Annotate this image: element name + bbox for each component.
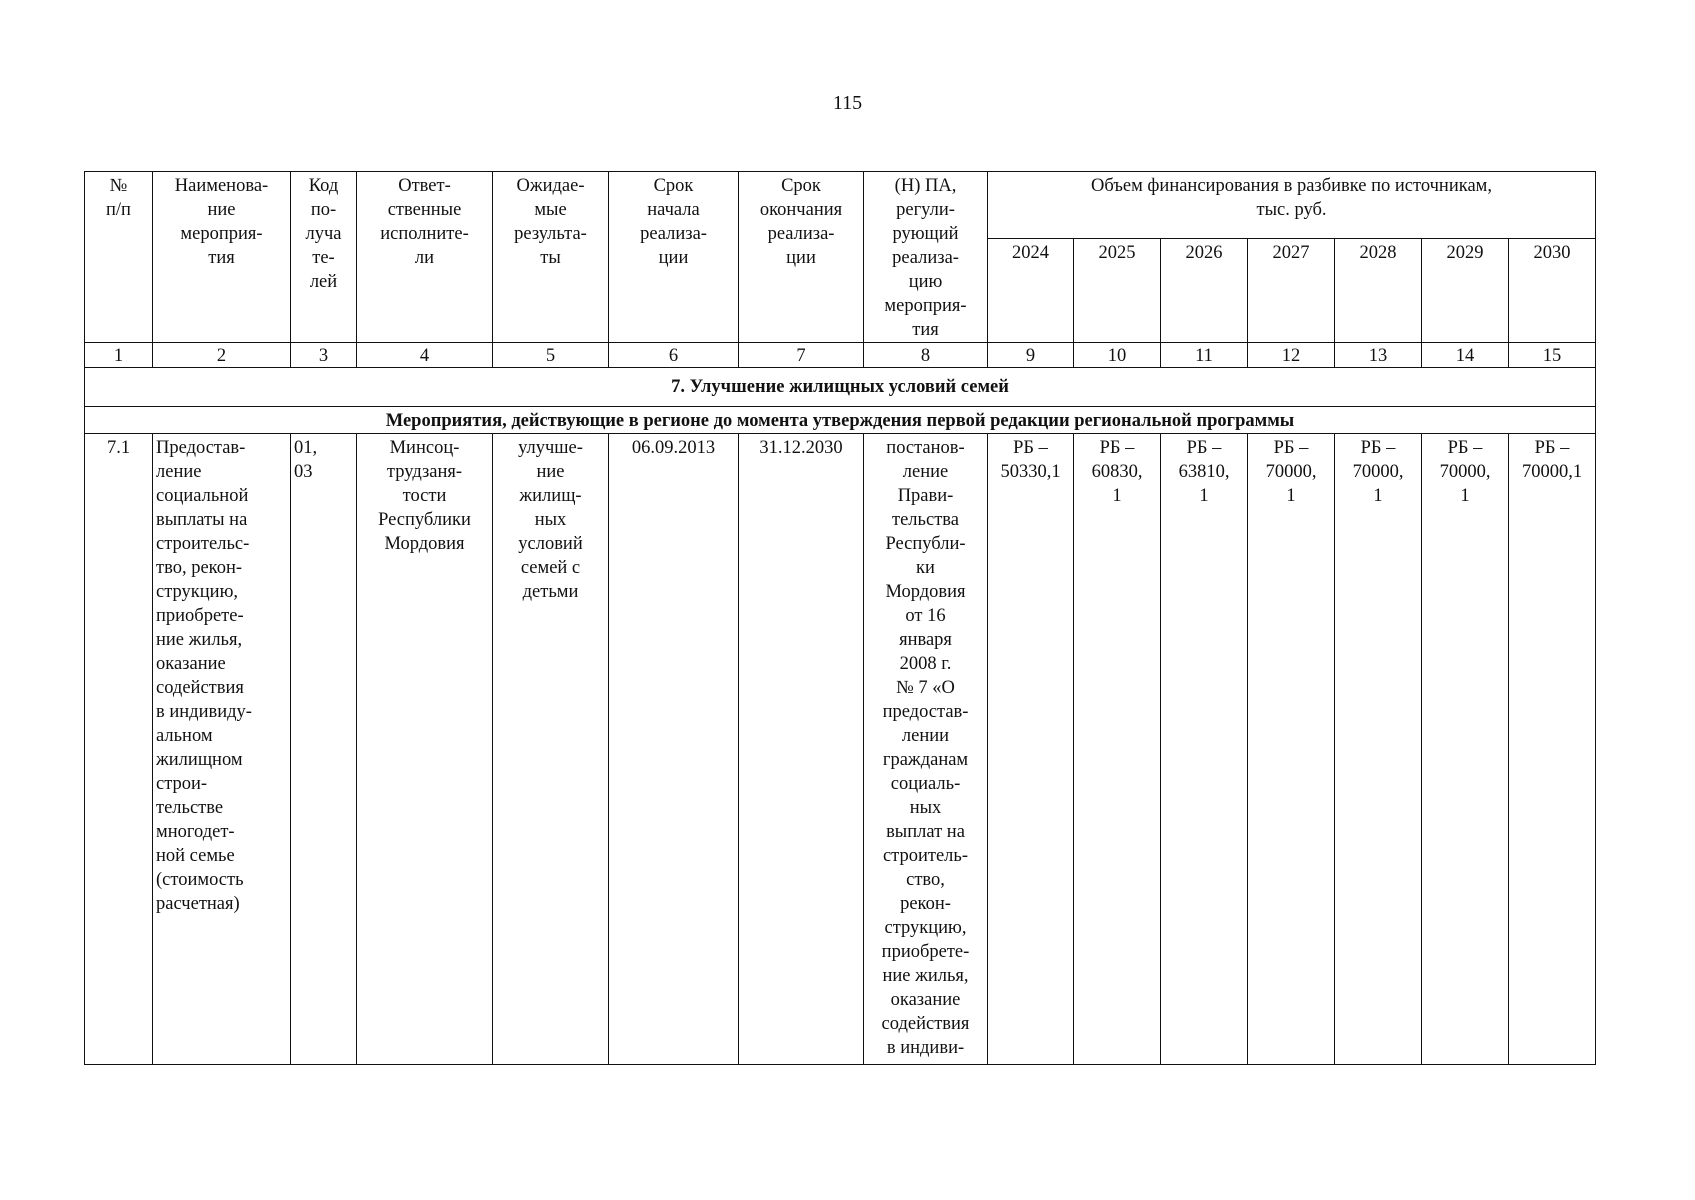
cell-line: Срок [781, 176, 821, 196]
cell-line: приобрете- [156, 606, 244, 626]
cell-line: выплаты на [156, 510, 248, 530]
header-year: 2026 [1161, 239, 1248, 343]
cell-line: РБ – [1186, 438, 1222, 458]
cell-line: тво, рекон- [156, 558, 243, 578]
subsection-row [85, 407, 1596, 434]
cell-line: рующий [892, 224, 959, 244]
cell-line: в индивиду- [156, 702, 252, 722]
cell-line: ной семье [156, 846, 235, 866]
end-date: 31.12.2030 [739, 434, 864, 1065]
funding-2024 [988, 434, 1074, 1065]
cell-line: Ответ- [398, 176, 451, 196]
cell-line: жилищ- [519, 486, 582, 506]
cell-line: по- [310, 200, 337, 220]
cell-line: Республи- [885, 534, 966, 554]
cell-line: РБ – [1360, 438, 1396, 458]
cell-line: п/п [106, 200, 131, 220]
cell-line: Прави- [897, 486, 954, 506]
funding-2028 [1335, 434, 1422, 1065]
cell-line: 01, [294, 438, 318, 458]
cell-line: РБ – [1013, 438, 1048, 458]
cell-line: исполните- [380, 224, 469, 244]
column-number: 12 [1248, 343, 1335, 368]
cell-line: предостав- [882, 702, 969, 722]
header-year: 2030 [1509, 239, 1596, 343]
cell-line: социаль- [890, 774, 961, 794]
cell-line: (Н) ПА, [894, 176, 957, 196]
cell-line: строитель- [882, 846, 969, 866]
header-year: 2027 [1248, 239, 1335, 343]
column-number: 3 [291, 343, 357, 368]
cell-line: струкцию, [156, 582, 239, 602]
cell-line: строительс- [156, 534, 250, 554]
header-start-date [609, 172, 739, 343]
cell-line: тельства [892, 510, 959, 530]
header-legal-act [864, 172, 988, 343]
cell-line: 70000, [1439, 462, 1491, 482]
column-number: 8 [864, 343, 988, 368]
column-number: 14 [1422, 343, 1509, 368]
header-year: 2024 [988, 239, 1074, 343]
cell-line: РБ – [1099, 438, 1135, 458]
section-row [85, 368, 1596, 407]
header-number [85, 172, 153, 343]
column-number: 10 [1074, 343, 1161, 368]
cell-line: тельстве [156, 798, 224, 818]
cell-line: № [109, 176, 128, 196]
header-activity-name [153, 172, 291, 343]
cell-line: ственные [387, 200, 462, 220]
cell-line: лей [309, 272, 338, 292]
cell-line: Мордовия [384, 534, 465, 554]
cell-line: 1 [1112, 486, 1122, 506]
column-numbers-row [85, 343, 1596, 368]
cell-line: в индиви- [886, 1038, 965, 1058]
cell-line: регули- [896, 200, 955, 220]
cell-line: ление [156, 462, 202, 482]
cell-line: РБ – [1447, 438, 1483, 458]
cell-line: 70000, [1352, 462, 1404, 482]
cell-line: окончания [759, 200, 843, 220]
cell-line: ние жилья, [882, 966, 969, 986]
cell-line: 1 [1199, 486, 1209, 506]
cell-line: 03 [294, 462, 313, 482]
cell-line: рекон- [900, 894, 951, 914]
cell-line: 60830, [1091, 462, 1143, 482]
cell-line: 70000, [1265, 462, 1317, 482]
cell-line: ство, [906, 870, 945, 890]
cell-line: РБ – [1534, 438, 1570, 458]
cell-line: Предостав- [156, 438, 246, 458]
cell-line: содействия [881, 1014, 970, 1034]
cell-line: строи- [156, 774, 208, 794]
cell-line: реализа- [892, 248, 959, 268]
column-number: 9 [988, 343, 1074, 368]
cell-line: Код [308, 176, 339, 196]
cell-line: тия [208, 248, 235, 268]
funding-2025 [1074, 434, 1161, 1065]
subsection-title: Мероприятия, действующие в регионе до момента утверждения первой редакции региональной программы [85, 407, 1596, 434]
cell-line: трудзаня- [386, 462, 463, 482]
header-recipient-code [291, 172, 357, 343]
cell-line: оказание [156, 654, 226, 674]
cell-line: цию [908, 272, 943, 292]
cell-line: гражданам [882, 750, 969, 770]
cell-line: лении [901, 726, 950, 746]
cell-line: РБ – [1273, 438, 1309, 458]
cell-line: реализа- [767, 224, 835, 244]
cell-line: ции [786, 248, 816, 268]
column-number: 1 [85, 343, 153, 368]
activity-name [153, 434, 291, 1065]
cell-line: альном [156, 726, 213, 746]
cell-line: ты [540, 248, 561, 268]
column-number: 13 [1335, 343, 1422, 368]
cell-line: Срок [653, 176, 694, 196]
cell-line: 1 [1460, 486, 1470, 506]
row-number: 7.1 [85, 434, 153, 1065]
column-number: 11 [1161, 343, 1248, 368]
header-executors [357, 172, 493, 343]
header-expected-results [493, 172, 609, 343]
funding-2027 [1248, 434, 1335, 1065]
cell-line: Ожидае- [516, 176, 585, 196]
cell-line: тости [402, 486, 447, 506]
page-number: 115 [832, 92, 863, 114]
cell-line: мероприя- [180, 224, 263, 244]
cell-line: многодет- [156, 822, 235, 842]
cell-line: тыс. руб. [1256, 200, 1327, 220]
header-year: 2028 [1335, 239, 1422, 343]
cell-line: ных [534, 510, 567, 530]
cell-line: условий [518, 534, 583, 554]
cell-line: 2008 г. [899, 654, 952, 674]
cell-line: постанов- [886, 438, 965, 458]
column-number: 15 [1509, 343, 1596, 368]
funding-2029 [1422, 434, 1509, 1065]
column-number: 2 [153, 343, 291, 368]
header-end-date [739, 172, 864, 343]
cell-line: 70000,1 [1521, 462, 1583, 482]
cell-line: детьми [522, 582, 579, 602]
column-number: 4 [357, 343, 493, 368]
cell-line: улучше- [518, 438, 583, 458]
cell-line: содействия [156, 678, 244, 698]
cell-line: от 16 [905, 606, 946, 626]
cell-line: струкцию, [884, 918, 967, 938]
cell-line: ции [658, 248, 689, 268]
cell-line: Объем финансирования в разбивке по источникам, [1091, 176, 1492, 196]
cell-line: 1 [1373, 486, 1383, 506]
executor [357, 434, 493, 1065]
cell-line: ние [207, 200, 236, 220]
cell-line: мые [534, 200, 567, 220]
cell-line: социальной [156, 486, 249, 506]
program-table [84, 171, 1596, 1065]
cell-line: приобрете- [881, 942, 970, 962]
cell-line: ление [902, 462, 949, 482]
table-row [85, 434, 1596, 1065]
cell-line: Республики [378, 510, 471, 530]
cell-line: ние [536, 462, 565, 482]
expected-result [493, 434, 609, 1065]
cell-line: выплат на [886, 822, 965, 842]
cell-line: результа- [514, 224, 587, 244]
cell-line: 63810, [1178, 462, 1230, 482]
cell-line: Наименова- [174, 176, 269, 196]
cell-line: № 7 «О [896, 678, 955, 698]
cell-line: ли [414, 248, 435, 268]
cell-line: ных [909, 798, 942, 818]
cell-line: мероприя- [884, 296, 967, 316]
cell-line: ние жилья, [156, 630, 243, 650]
column-number: 7 [739, 343, 864, 368]
cell-line: оказание [890, 990, 961, 1010]
cell-line: начала [647, 200, 700, 220]
column-number: 5 [493, 343, 609, 368]
cell-line: 1 [1286, 486, 1296, 506]
cell-line: (стоимость [156, 870, 244, 890]
cell-line: семей с [520, 558, 581, 578]
cell-line: тия [912, 320, 939, 340]
cell-line: луча [305, 224, 342, 244]
recipient-code [291, 434, 357, 1065]
cell-line: января [899, 630, 952, 650]
cell-line: Мордовия [885, 582, 966, 602]
header-row [85, 172, 1596, 239]
cell-line: ки [916, 558, 935, 578]
cell-line: реализа- [640, 224, 707, 244]
cell-line: жилищном [156, 750, 243, 770]
funding-2030 [1509, 434, 1596, 1065]
header-year: 2029 [1422, 239, 1509, 343]
column-number: 6 [609, 343, 739, 368]
header-year: 2025 [1074, 239, 1161, 343]
cell-line: расчетная) [156, 894, 240, 914]
cell-line: те- [312, 248, 335, 268]
section-title: 7. Улучшение жилищных условий семей [85, 368, 1596, 407]
start-date: 06.09.2013 [609, 434, 739, 1065]
funding-2026 [1161, 434, 1248, 1065]
header-funding [988, 172, 1596, 239]
cell-line: 50330,1 [1000, 462, 1061, 482]
legal-act [864, 434, 988, 1065]
cell-line: Минсоц- [389, 438, 460, 458]
